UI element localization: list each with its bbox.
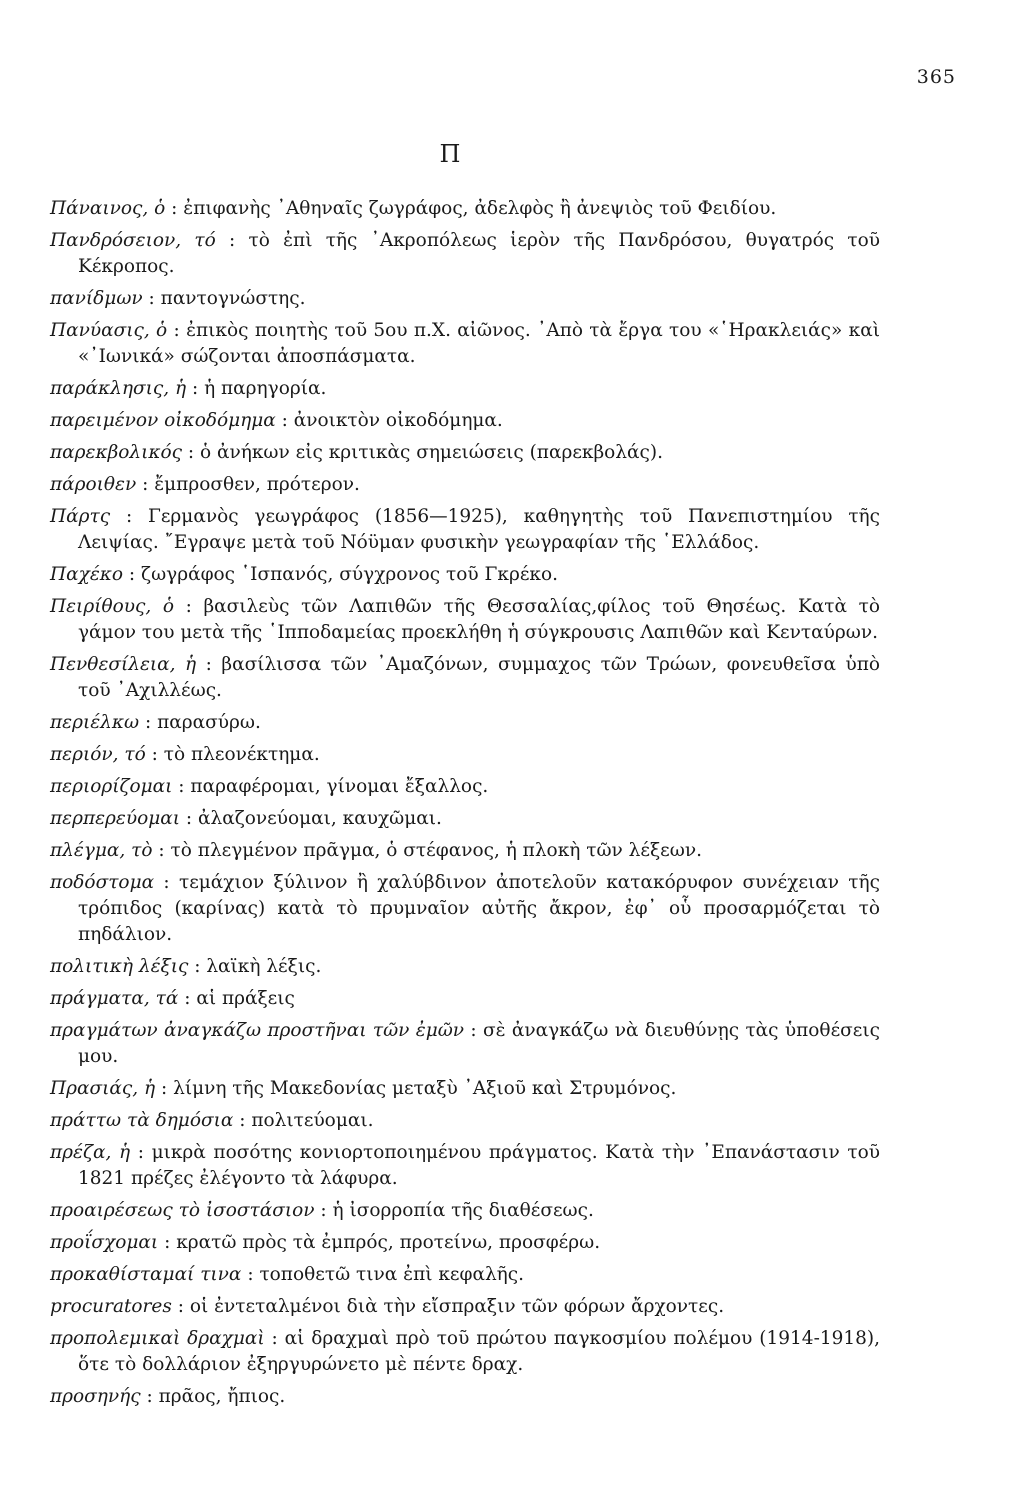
entry-definition: ἀλαζονεύομαι, καυχῶμαι. xyxy=(198,808,442,829)
entry-term: Πενθεσίλεια, ἡ xyxy=(50,654,197,675)
glossary-entry xyxy=(50,408,880,434)
entry-definition: ἡ ἰσορροπία τῆς διαθέσεως. xyxy=(332,1200,594,1221)
entry-definition: παρασύρω. xyxy=(157,712,261,733)
glossary-entry xyxy=(50,870,880,948)
entry-definition: τὸ πλεονέκτημα. xyxy=(163,744,320,765)
entry-separator: : xyxy=(158,1232,177,1253)
entry-term: παρειμένον οἰκοδόμημα xyxy=(50,410,276,431)
entry-separator: : xyxy=(464,1020,483,1041)
entry-term: πραγμάτων ἀναγκάζω προστῆναι τῶν ἐμῶν xyxy=(50,1020,465,1041)
entry-definition: ζωγράφος ῾Ισπανός, σύγχρονος τοῦ Γκρέκο. xyxy=(141,564,558,585)
entry-separator: : xyxy=(110,506,149,527)
entry-definition: ἐπικὸς ποιητὴς τοῦ 5ου π.Χ. αἰῶνος. ᾿Απὸ τὰ ἔργα του «῾Ηρακλειάς» καὶ «᾿Ιωνικά» σώζονται ἀποσπάσματα. xyxy=(78,320,880,367)
entry-separator: : xyxy=(264,1328,285,1349)
entry-separator: : xyxy=(241,1264,260,1285)
entry-separator: : xyxy=(275,410,294,431)
entry-separator: : xyxy=(233,1110,252,1131)
entry-term: Πανδρόσειον, τό xyxy=(50,230,216,251)
entry-separator: : xyxy=(186,378,205,399)
entry-separator: : xyxy=(155,1078,174,1099)
glossary-entry xyxy=(50,228,880,280)
glossary-entry xyxy=(50,504,880,556)
entry-term: προκαθίσταμαί τινα xyxy=(50,1264,242,1285)
entry-definition: τοποθετῶ τινα ἐπὶ κεφαλῆς. xyxy=(259,1264,525,1285)
glossary-entry xyxy=(50,562,880,588)
glossary-entry xyxy=(50,196,880,222)
entry-separator: : xyxy=(173,596,204,617)
glossary-entry xyxy=(50,1262,880,1288)
entry-separator: : xyxy=(215,230,249,251)
entry-term: περιορίζομαι xyxy=(50,776,173,797)
entry-term: Πρασιάς, ἡ xyxy=(50,1078,156,1099)
entry-separator: : xyxy=(142,288,161,309)
glossary-entry xyxy=(50,472,880,498)
entry-definition: παντογνώστης. xyxy=(160,288,306,309)
entry-term: ποδόστομα xyxy=(50,872,155,893)
entry-term: περιέλκω xyxy=(50,712,140,733)
glossary-entry xyxy=(50,986,880,1012)
entry-term: procuratores xyxy=(50,1296,172,1317)
entry-definition: παραφέρομαι, γίνομαι ἔξαλλος. xyxy=(190,776,489,797)
entry-separator: : xyxy=(180,808,199,829)
entry-term: Πάρτς xyxy=(50,506,111,527)
entry-term: προπολεμικαὶ δραχμαὶ xyxy=(50,1328,265,1349)
glossary-entry xyxy=(50,594,880,646)
entry-definition: αἱ πράξεις xyxy=(196,988,295,1009)
glossary-entry xyxy=(50,1326,880,1378)
glossary-entry xyxy=(50,1230,880,1256)
entry-definition: οἱ ἐντεταλμένοι διὰ τὴν εἴσπραξιν τῶν φόρων ἄρχοντες. xyxy=(189,1296,725,1317)
entry-separator: : xyxy=(139,712,158,733)
entry-term: προσηνής xyxy=(50,1386,141,1407)
entry-separator: : xyxy=(172,776,191,797)
entry-definition: βασίλισσα τῶν ᾿Αμαζόνων, συμμαχος τῶν Τρώων, φονευθεῖσα ὑπὸ τοῦ ᾿Αχιλλέως. xyxy=(78,654,881,701)
entry-definition: τὸ ἐπὶ τῆς ᾿Ακροπόλεως ἱερὸν τῆς Πανδρόσου, θυγατρός τοῦ Κέκροπος. xyxy=(78,230,880,277)
glossary-entry xyxy=(50,1076,880,1102)
entry-definition: αἱ δραχμαὶ πρὸ τοῦ πρώτου παγκοσμίου πολέμου (1914-1918), ὅτε τὸ δολλάριον ἐξηργυρώνετο μὲ πέντε δραχ. xyxy=(78,1328,881,1375)
entry-term: πράγματα, τά xyxy=(50,988,179,1009)
entry-definition: λαϊκὴ λέξις. xyxy=(206,956,322,977)
glossary-entry xyxy=(50,652,880,704)
entry-separator: : xyxy=(130,1142,152,1163)
entry-separator: : xyxy=(136,474,155,495)
entry-separator: : xyxy=(314,1200,333,1221)
entry-definition: βασιλεὺς τῶν Λαπιθῶν τῆς Θεσσαλίας,φίλος τοῦ Θησέως. Κατὰ τὸ γάμον του μετὰ τῆς ῾Ιπποδαμείας προεκλήθη ἡ σύγκρουσις Λαπιθῶν καὶ Κενταύρων. xyxy=(78,596,880,643)
entry-term: πρέζα, ἡ xyxy=(50,1142,131,1163)
entry-separator: : xyxy=(188,956,207,977)
entry-definition: σὲ ἀναγκάζω νὰ διευθύνῃς τὰς ὑποθέσεις μου. xyxy=(78,1020,880,1067)
entry-definition: Γερμανὸς γεωγράφος (1856—1925), καθηγητὴς τοῦ Πανεπιστημίου τῆς Λειψίας. ῎Εγραψε μετὰ τοῦ Νόϋμαν φυσικὴν γεωγραφίαν τῆς ῾Ελλάδος. xyxy=(78,506,881,553)
glossary-entry xyxy=(50,318,880,370)
entry-definition: μικρὰ ποσότης κονιορτοποιημένου πράγματος. Κατὰ τὴν ᾿Επανάστασιν τοῦ 1821 πρέζες ἐλέγοντο τὰ λάφυρα. xyxy=(78,1142,880,1189)
entry-separator: : xyxy=(167,320,187,341)
entry-separator: : xyxy=(196,654,222,675)
entry-term: Παχέκο xyxy=(50,564,124,585)
page-number: 365 xyxy=(916,66,956,88)
entry-separator: : xyxy=(145,744,164,765)
entry-term: Πάναινος, ὁ xyxy=(50,198,166,219)
entry-separator: : xyxy=(140,1386,159,1407)
glossary-entry xyxy=(50,838,880,864)
glossary-entry xyxy=(50,742,880,768)
entry-separator: : xyxy=(152,840,171,861)
entry-term: προΐσχομαι xyxy=(50,1232,159,1253)
entry-separator: : xyxy=(154,872,179,893)
glossary-entry xyxy=(50,954,880,980)
glossary-entry xyxy=(50,710,880,736)
glossary-entry xyxy=(50,806,880,832)
entry-definition: κρατῶ πρὸς τὰ ἐμπρός, προτείνω, προσφέρω. xyxy=(176,1232,601,1253)
entry-definition: ἐπιφανὴς ᾿Αθηναῖς ζωγράφος, ἀδελφὸς ἢ ἀνεψιὸς τοῦ Φειδίου. xyxy=(183,198,777,219)
entry-separator: : xyxy=(182,442,201,463)
entry-term: προαιρέσεως τὸ ἰσοστάσιον xyxy=(50,1200,315,1221)
entry-definition: ὁ ἀνήκων εἰς κριτικὰς σημειώσεις (παρεκβολάς). xyxy=(200,442,663,463)
glossary-entry xyxy=(50,1198,880,1224)
entry-term: Πειρίθους, ὁ xyxy=(50,596,174,617)
entry-term: περπερεύομαι xyxy=(50,808,181,829)
entry-definition: λίμνη τῆς Μακεδονίας μεταξὺ ᾿Αξιοῦ καὶ Στρυμόνος. xyxy=(173,1078,677,1099)
glossary-entry xyxy=(50,1140,880,1192)
entry-term: παρεκβολικός xyxy=(50,442,183,463)
entry-definition: ἡ παρηγορία. xyxy=(204,378,327,399)
entry-definition: πολιτεύομαι. xyxy=(251,1110,374,1131)
entry-separator: : xyxy=(123,564,142,585)
entry-separator: : xyxy=(178,988,197,1009)
entry-separator: : xyxy=(171,1296,190,1317)
section-letter-heading: Π xyxy=(439,140,461,168)
glossary-entry xyxy=(50,1384,880,1410)
entry-term: πράττω τὰ δημόσια xyxy=(50,1110,234,1131)
entry-term: παράκλησις, ἡ xyxy=(50,378,187,399)
entry-separator: : xyxy=(165,198,184,219)
entry-definition: ἔμπροσθεν, πρότερον. xyxy=(154,474,360,495)
entry-term: πολιτικὴ λέξις xyxy=(50,956,189,977)
entry-definition: ἀνοικτὸν οἰκοδόμημα. xyxy=(293,410,503,431)
entry-definition: πρᾶος, ἤπιος. xyxy=(158,1386,286,1407)
entry-term: πανίδμων xyxy=(50,288,143,309)
glossary-entry xyxy=(50,774,880,800)
glossary-entry xyxy=(50,286,880,312)
entry-term: περιόν, τό xyxy=(50,744,146,765)
glossary-entry xyxy=(50,376,880,402)
entry-definition: τεμάχιον ξύλινον ἢ χαλύβδινον ἀποτελοῦν κατακόρυφον συνέχειαν τῆς τρόπιδος (καρίνας) κατὰ τὸ πρυμναῖον αὐτῆς ἄκρον, ἐφ᾿ οὗ προσαρμόζεται τὸ πηδάλιον. xyxy=(78,872,880,945)
glossary-entry xyxy=(50,1108,880,1134)
entry-term: Πανύασις, ὁ xyxy=(50,320,168,341)
glossary-entry xyxy=(50,1294,880,1320)
glossary-entry xyxy=(50,1018,880,1070)
glossary-entries xyxy=(50,196,880,1416)
entry-term: πλέγμα, τὸ xyxy=(50,840,153,861)
entry-term: πάροιθεν xyxy=(50,474,137,495)
glossary-entry xyxy=(50,440,880,466)
entry-definition: τὸ πλεγμένον πρᾶγμα, ὁ στέφανος, ἡ πλοκὴ τῶν λέξεων. xyxy=(170,840,702,861)
